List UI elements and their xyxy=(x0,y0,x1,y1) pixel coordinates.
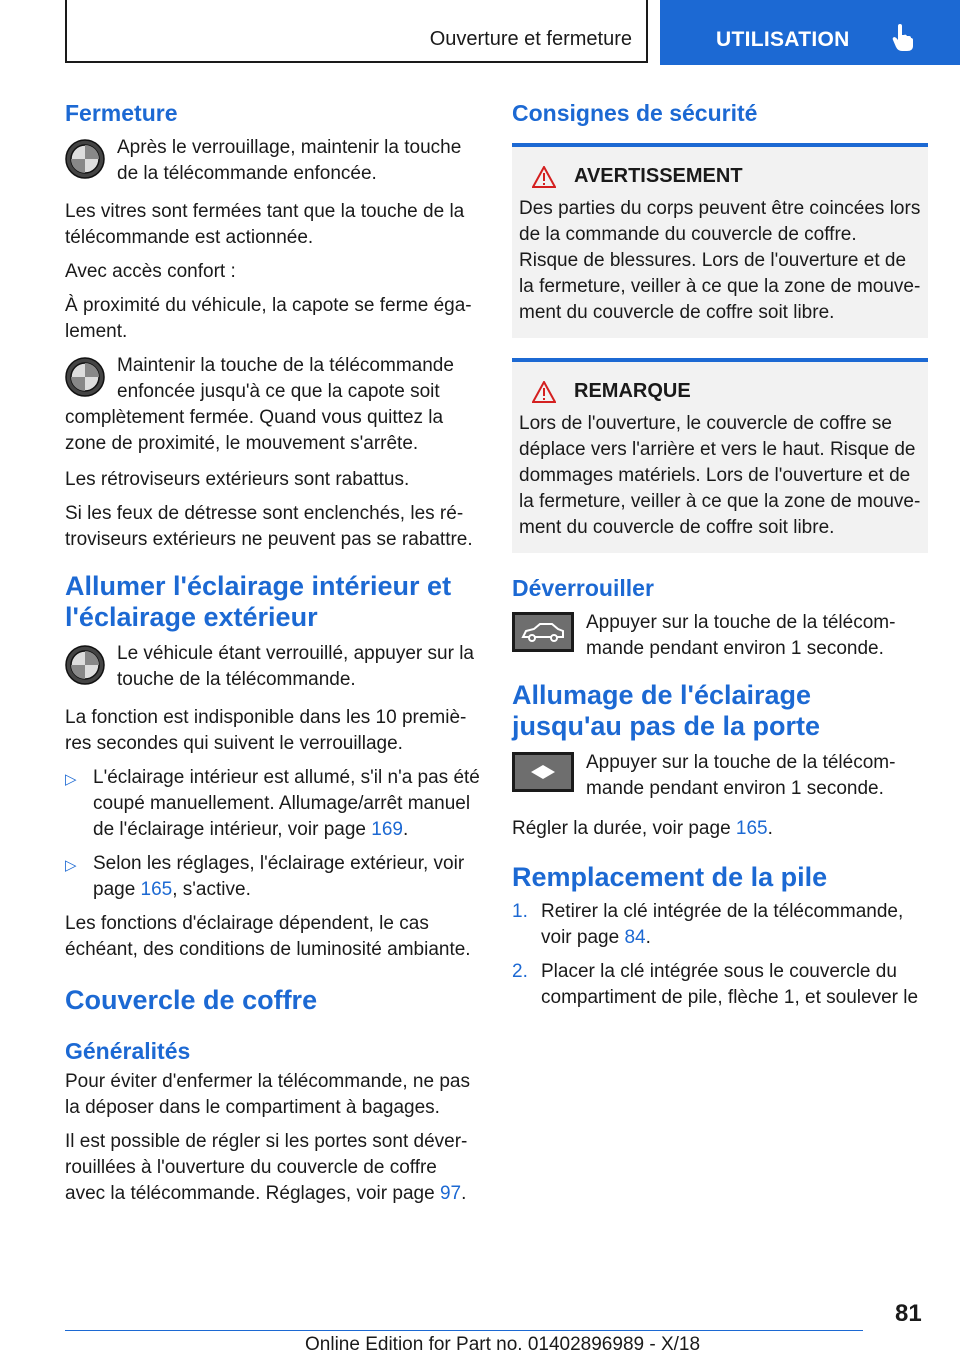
page-link[interactable]: 169 xyxy=(371,819,403,840)
chapter-title: Ouverture et fermeture xyxy=(429,28,632,50)
page-link[interactable]: 97 xyxy=(439,1183,462,1204)
warning-box xyxy=(512,143,928,338)
instruction-text: Le véhicule étant verrouillé, appuyer sur la touche de la télécommande. xyxy=(117,643,474,690)
heading-consignes: Consignes de sécurité xyxy=(512,100,758,126)
remote-instruction-1 xyxy=(65,135,480,191)
heading-deverrouiller: Déverrouiller xyxy=(512,575,654,601)
note-text: Lors de l'ouverture, le couvercle de coffre se déplace vers l'arrière et vers le haut. Risque de dommages matériels. Lors de l'ouverture et de la fermeture, veiller à ce que la zone de mouvement du couvercle de coffre soit libre. xyxy=(519,413,921,538)
left-column xyxy=(65,100,480,1215)
note-title: REMARQUE xyxy=(574,380,691,402)
page-link[interactable]: 84 xyxy=(624,927,646,948)
instruction-text: Après le verrouillage, maintenir la touche de la télécommande enfoncée. xyxy=(117,137,462,184)
instruction-text: Maintenir la touche de la télécommande enfoncée jusqu'à ce que la capote soit complètement fermée. Quand vous quittez la zone de proximité, le mouvement s'arrête. xyxy=(65,355,454,454)
paragraph: Les fonctions d'éclairage dépendent, le cas échéant, des conditions de luminosité ambiante. xyxy=(65,913,471,960)
list-item: 1. Retirer la clé intégrée de la télécommande, voir page 84. xyxy=(512,901,904,948)
triangle-bullet-icon: ▷ xyxy=(65,857,77,874)
trunk-instruction xyxy=(512,610,928,662)
car-trunk-icon xyxy=(512,612,574,652)
step-number: 1. xyxy=(512,901,528,922)
section-label: UTILISATION xyxy=(716,28,850,51)
edition-text: Online Edition for Part no. 01402896989 - X/18 xyxy=(305,1334,701,1355)
paragraph: Les vitres sont fermées tant que la touche de la télécommande est actionnée. xyxy=(65,201,465,248)
list-item: 2. Placer la clé intégrée sous le couvercle du compartiment de pile, flèche 1, et soulever le xyxy=(512,961,919,1008)
section-tab xyxy=(660,0,960,65)
warning-triangle-icon xyxy=(532,381,556,403)
right-column xyxy=(512,100,928,1019)
paragraph: La fonction est indisponible dans les 10 premières secondes qui suivent le verrouillage. xyxy=(65,707,467,754)
header-box xyxy=(65,0,648,63)
list-item: ▷ Selon les réglages, l'éclairage extérieur, voir page 165, s'active. xyxy=(65,853,465,900)
pointing-hand-icon xyxy=(892,24,914,52)
paragraph: Appuyer sur la touche de la télécommande pendant environ 1 seconde. xyxy=(586,752,896,799)
light-instruction xyxy=(512,750,928,802)
page-link[interactable]: 165 xyxy=(140,879,173,900)
heading-generalites: Généralités xyxy=(65,1038,191,1064)
paragraph: Pour éviter d'enfermer la télécommande, ne pas la déposer dans le compartiment à bagages. xyxy=(65,1071,470,1118)
triangle-bullet-icon: ▷ xyxy=(65,771,77,788)
bmw-key-icon xyxy=(65,139,105,179)
bmw-key-icon xyxy=(65,357,105,397)
page-link[interactable]: 165 xyxy=(735,818,768,839)
note-box xyxy=(512,358,928,553)
paragraph: Régler la durée, voir page 165. xyxy=(512,818,773,839)
warning-triangle-icon xyxy=(532,166,556,188)
paragraph: Il est possible de régler si les portes sont déverrouillées à l'ouverture du couvercle de coffre avec la télécommande. Réglages, voir page 97. xyxy=(65,1131,468,1204)
list-item: ▷ L'éclairage intérieur est allumé, s'il n'a pas été coupé manuellement. Allumage/arrêt manuel de l'éclairage intérieur, voir page 169. xyxy=(65,767,480,840)
heading-allumage: Allumage de l'éclairage jusqu'au pas de la porte xyxy=(512,680,820,741)
heading-pile: Remplacement de la pile xyxy=(512,862,828,892)
step-number: 2. xyxy=(512,961,528,982)
footer-divider xyxy=(65,1330,863,1331)
bmw-key-icon xyxy=(65,645,105,685)
warning-text: Des parties du corps peuvent être coincées lors de la commande du couvercle de coffre. Risque de blessures. Lors de l'ouverture et de la fermeture, veiller à ce que la zone de mouvement du couvercle de coffre soit libre. xyxy=(519,198,921,323)
paragraph: À proximité du véhicule, la capote se ferme également. xyxy=(65,295,472,342)
paragraph: Avec accès confort : xyxy=(65,261,236,282)
warning-title: AVERTISSEMENT xyxy=(574,165,743,187)
remote-instruction-2 xyxy=(65,353,480,457)
remote-instruction-3 xyxy=(65,641,480,697)
page-number: 81 xyxy=(895,1300,922,1327)
heading-couvercle: Couvercle de coffre xyxy=(65,985,318,1015)
paragraph: Les rétroviseurs extérieurs sont rabattus. xyxy=(65,469,410,490)
diamond-button-icon xyxy=(512,752,574,792)
paragraph: Appuyer sur la touche de la télécommande pendant environ 1 seconde. xyxy=(586,612,896,659)
paragraph: Si les feux de détresse sont enclenchés, les rétroviseurs extérieurs ne peuvent pas se rabattre. xyxy=(65,503,473,550)
heading-fermeture: Fermeture xyxy=(65,100,178,126)
heading-allumer: Allumer l'éclairage intérieur et l'éclairage extérieur xyxy=(65,571,452,632)
